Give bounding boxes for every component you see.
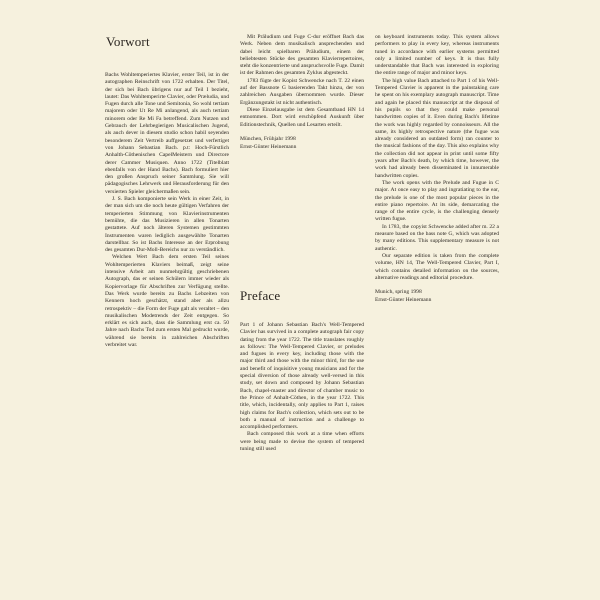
column-english-middle xyxy=(240,322,364,453)
heading-vorwort: Vorwort xyxy=(106,34,150,49)
column-german-right xyxy=(240,34,364,151)
paragraph-en-5: The work opens with the Prelude and Fugue in C major. At once easy to play and ingratiating to the ear, the prelude is one of the most popular pieces in the entire piano repertoire. At its side, demarcating the range of the entire cycle, is the challenging densely written fugue. xyxy=(375,179,499,223)
paragraph-en-7: Our separate edition is taken from the complete volume, HN 14, The Well-Tempered Clavier, Part I, which contains detailed information on the sources, alternative readings and editorial procedure. xyxy=(375,252,499,281)
signature-place-date-de: München, Frühjahr 1998 xyxy=(240,135,296,142)
paragraph-en-2: Bach composed this work at a time when efforts were being made to devise the system of tempered tuning still used xyxy=(240,431,364,453)
paragraph-en-4: The high value Bach attached to Part 1 of his Well-Tempered Clavier is apparent in the painstaking care he spent on his exemplary autograph manuscript. Time and again he placed this manuscript at the disposal of his pupils so that they could make personal handwritten copies of it. Even during Bach's lifetime the work was highly regarded by connoisseurs. All the same, its highly retrospective nature (the fugue was already considered an outdated form) ran counter to the musical fashions of the day. This also explains why the collection did not appear in print until some fifty years after Bach's death, by which time, however, the work had already been disseminated in innumerable handwritten copies. xyxy=(375,77,499,179)
paragraph-de-2: J. S. Bach komponierte sein Werk in einer Zeit, in der man sich um die noch heute gültigen Verfahren der temperierten Stimmung von Klavierinstrumenten bemühte, die das Musizieren in allen Tonarten gestattete. Auf noch älteren Systemen gestimmten Instrumenten waren lediglich ausgewählte Tonarten darstellbar. So ist Bachs Interesse an der Erprobung des gesamten Dur-Moll-Bereichs nur zu verständlich. xyxy=(105,196,229,254)
column-english-right xyxy=(375,34,499,305)
paragraph-de-3: Welchen Wert Bach dem ersten Teil seines Wohltemperierten Klaviers beimaß, zeigt seine intensive Arbeit am nunmehrgültig geschriebenen Autograph, das er seinen Schülern immer wieder als Kopiervorlage für Abschriften zur Verfügung stellte. Das Werk wurde bereits zu Bachs Lebzeiten von Kennern hoch geschätzt, stand aber als allzu retrospektiv – die Form der Fuge galt als veraltet – den musikalischen Modetrends der Zeit entgegen. So erklärt es sich auch, dass die Sammlung erst ca. 50 Jahre nach Bachs Tod zum ersten Mal gedruckt wurde, während sie bereits in zahlreichen Abschriften verbreitet war. xyxy=(105,254,229,348)
paragraph-en-1: Part 1 of Johann Sebastian Bach's Well-Tempered Clavier has survived in a complete autograph fair copy dating from the year 1722. The title translates roughly as follows: The Well-Tempered Clavier, or preludes and fugues in every key, including those with the major third and those with the minor third, for the use and benefit of inquisitive young musicians and for the special diversion of those already well-versed in this study, set down and composed by Johann Sebastian Bach, chapel-master and director of chamber music to the Prince of Anhalt-Cöthen, in the year 1722. This title, which, incidentally, only applies to Part 1, raises high claims for Bach's collection, which sets out to be both a manual of instruction and a challenge to accomplished performers. xyxy=(240,322,364,431)
signature-author-en: Ernst-Günter Heinemann xyxy=(375,297,432,304)
heading-preface: Preface xyxy=(240,288,281,303)
paragraph-de-6: Diese Einzelausgabe ist dem Gesamtband HN 14 entnommen. Dort wird erschöpfend Auskunft über Editionstechnik, Quellen und Lesarten erteilt. xyxy=(240,106,364,128)
paragraph-en-6: In 1783, the copyist Schwencke added after m. 22 a measure based on the bass note G, which was adopted by many editions. This supplementary measure is not authentic. xyxy=(375,223,499,252)
paragraph-de-5: 1783 fügte der Kopist Schwencke nach T. 22 einen auf der Bassnote G basierenden Takt hinzu, der von zahlreichen Ausgaben übernommen wurde. Dieser Ergänzungstakt ist nicht authentisch. xyxy=(240,77,364,106)
signature-author-de: Ernst-Günter Heinemann xyxy=(240,144,297,151)
signature-place-date-en: Munich, spring 1998 xyxy=(375,289,422,296)
paragraph-de-1: Bachs Wohltemperiertes Klavier, erster Teil, ist in der autographen Reinschrift von 1722 erhalten. Der Titel, der sich bei Bach übrigens nur auf Teil I bezieht, lautet: Das Wohltemperirte Clavier, oder Præludia, und Fugen durch alle Tone und Semitonia, So wohl tertiam majorem oder Ut Re Mi anlangend, als auch tertiam minorem oder Re Mi Fa betreffend. Zum Nutzen und Gebrauch der Lehrbegierigen Musicalischen Jugend, als auch dever in diesem studio schon habil seyenden besonderem Zeit Vertreib auffgesetzet und verfertiget von Johann Sebastian Bach. p.t: Hoch-Fürstlich Anhalth-Cöthenischen CapelMeistern und Directore derer Cammer Musiquen. Anno 1722 (Titelblatt ebenfalls von der Hand Bachs). Bach formuliert hier den großen Anspruch seiner Sammlung. Sie will pädagogisches Lehrwerk und Herausforderung für den versierten Spieler gleichermaßen sein. xyxy=(105,72,229,195)
paragraph-de-4: Mit Präludium und Fuge C-dur eröffnet Bach das Werk. Neben dem musikalisch ansprechenden und dabei leicht spielbaren Präludium, einem der beliebtesten Stücke des gesamten Klavierrepertoires, steht die konzentrierte und anspruchsvolle Fuge. Damit ist der Rahmen des gesamten Zyklus abgesteckt. xyxy=(240,34,364,77)
column-german-left xyxy=(105,72,229,349)
paragraph-en-3: on keyboard instruments today. This system allows performers to play in every key, whereas instruments tuned in accordance with earlier systems permitted only a limited number of keys. It is thus fully understandable that Bach was interested in exploring the entire range of major and minor keys. xyxy=(375,34,499,77)
